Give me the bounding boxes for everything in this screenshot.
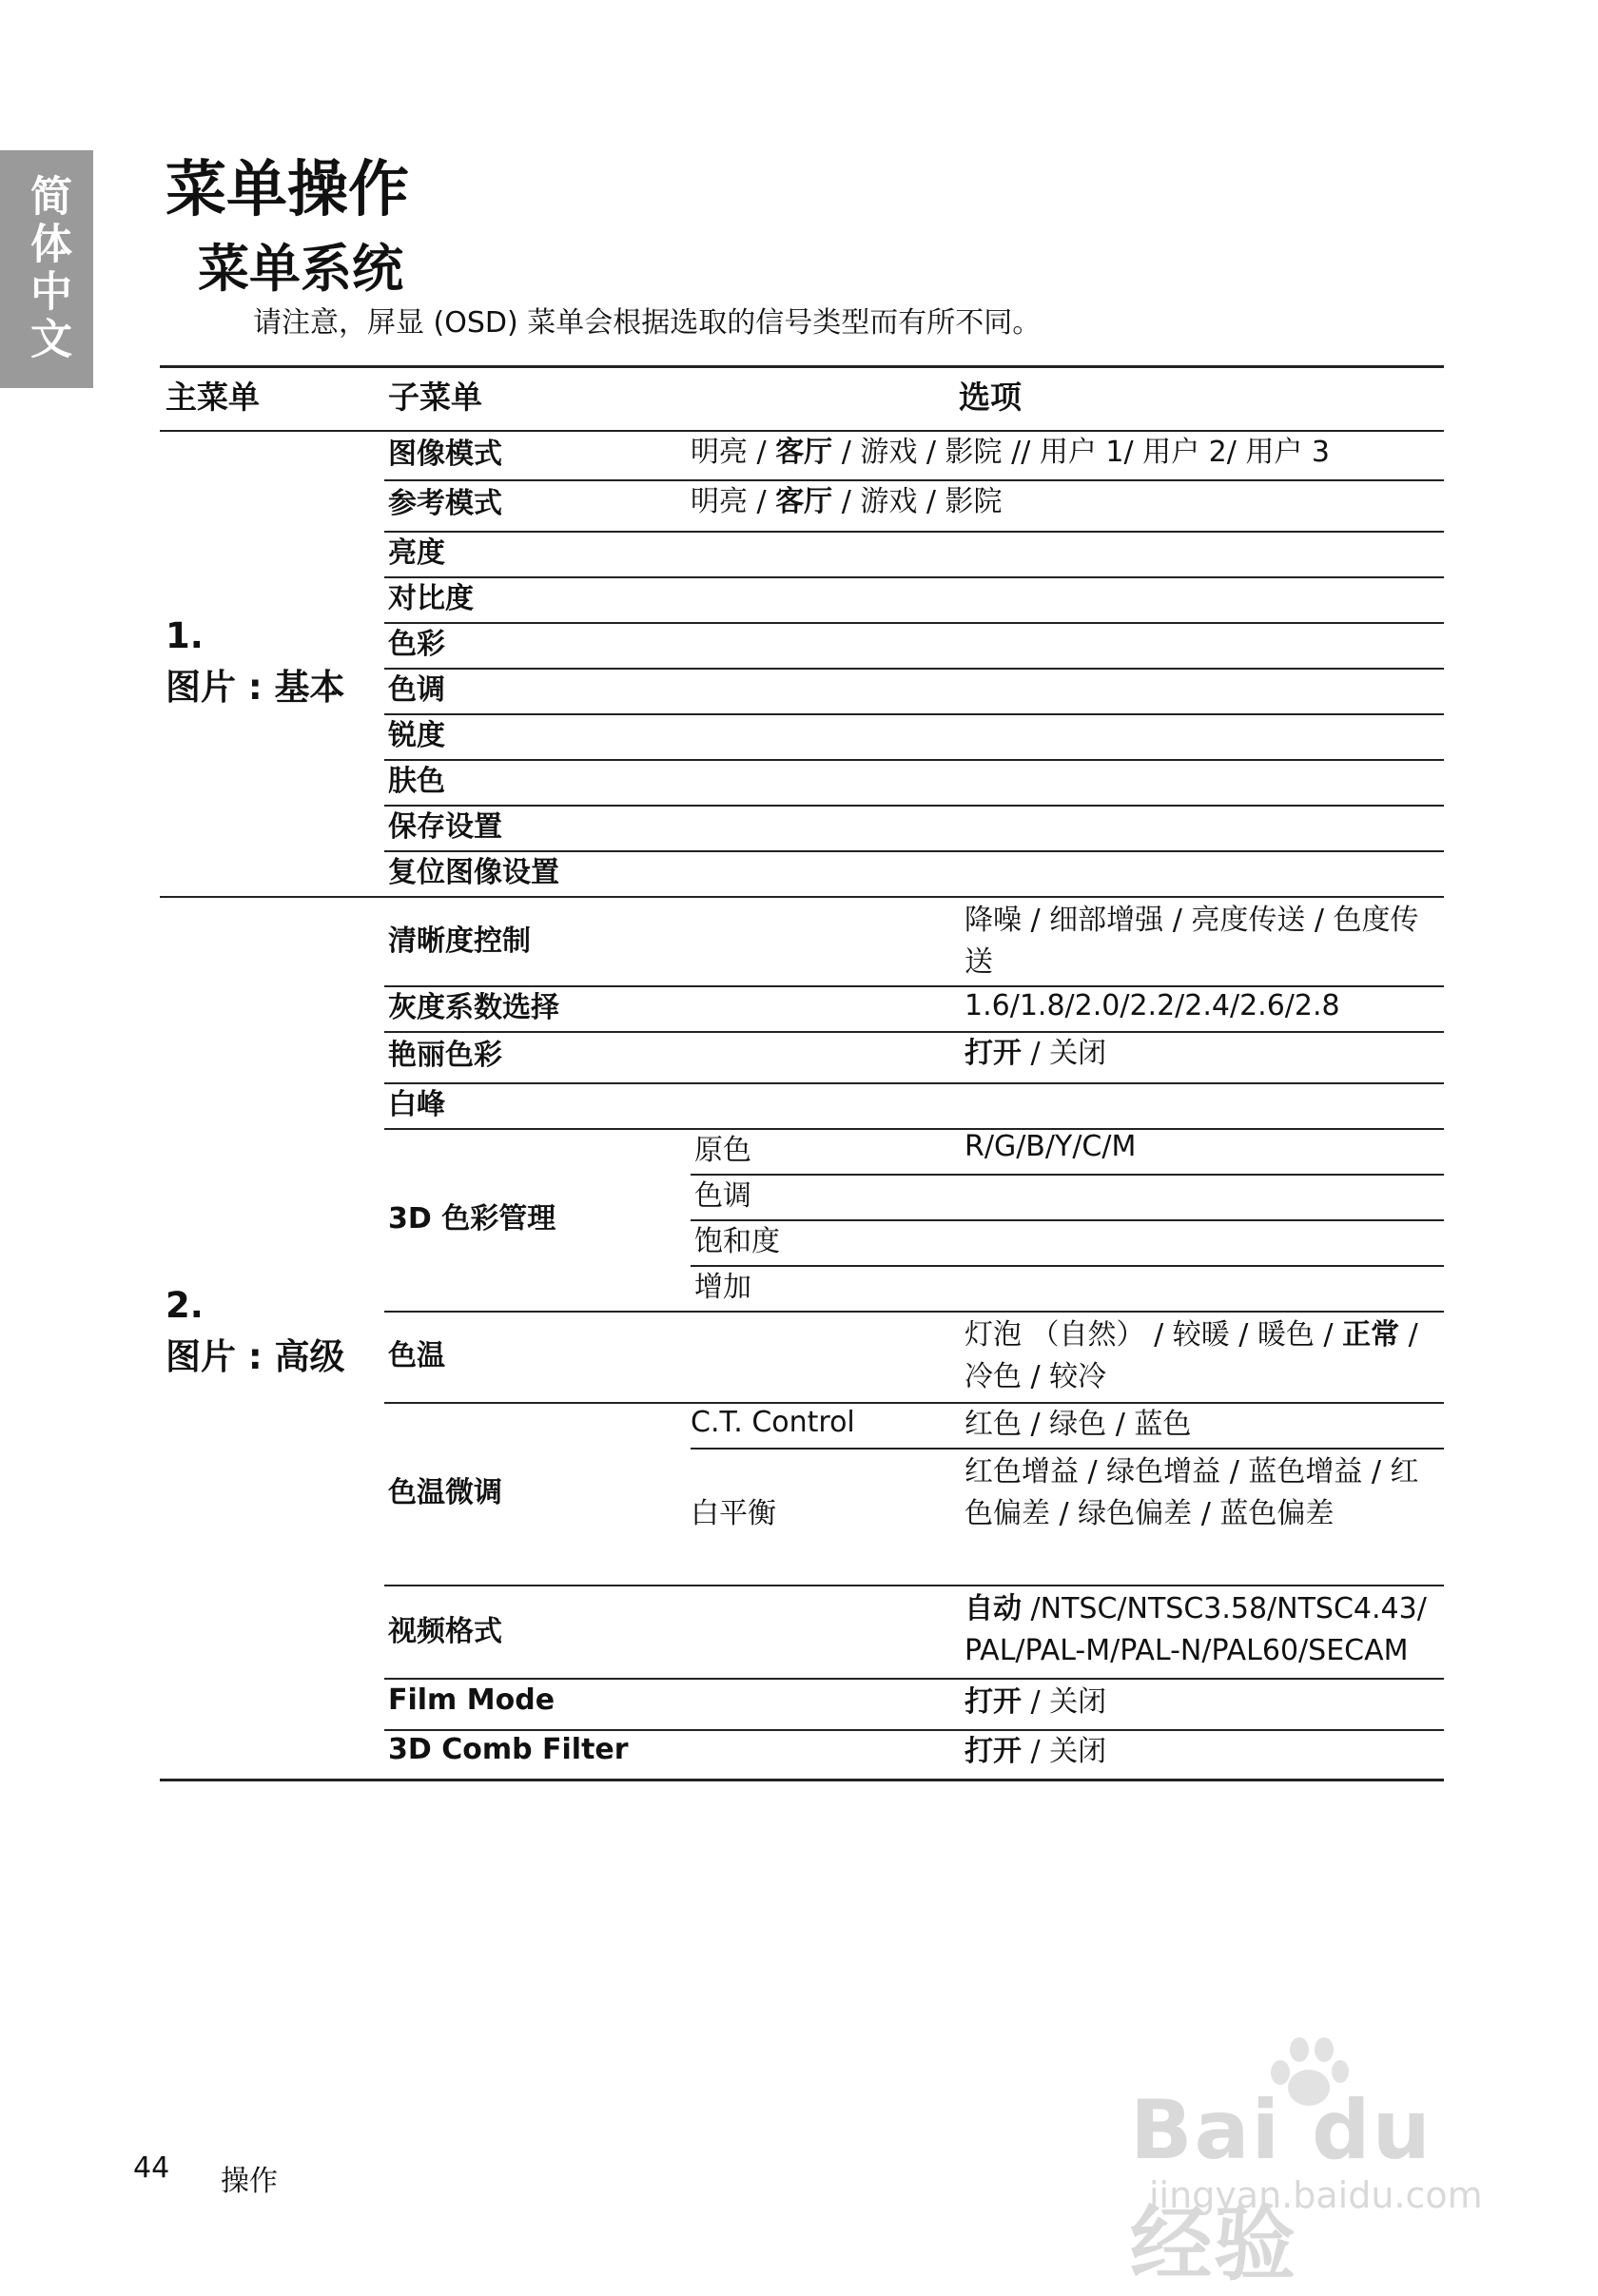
- submenu-3d-comb-filter: 3D Comb Filter: [388, 1733, 629, 1766]
- osd-note: 请注意，屏显 (OSD) 菜单会根据选取的信号类型而有所不同。: [253, 306, 1042, 340]
- row-rule: [384, 805, 1444, 807]
- header-options: 选项: [959, 379, 1022, 416]
- baidu-watermark: [1130, 2032, 1510, 2292]
- submenu-white-peak: 白峰: [388, 1088, 445, 1121]
- submenu-picture-mode: 图像模式: [388, 438, 502, 471]
- table-rule-bottom: [160, 1779, 1444, 1781]
- submenu-reset-picture: 复位图像设置: [388, 856, 559, 889]
- header-main-menu: 主菜单: [166, 379, 260, 416]
- options-reference-mode: 明亮 / 客厅 / 游戏 / 影院: [691, 485, 1003, 518]
- submenu-color-temperature: 色温: [388, 1339, 445, 1372]
- row-rule: [691, 1448, 1444, 1450]
- cms-hue: 色调: [694, 1179, 751, 1213]
- submenu-color-temp-fine-tune: 色温微调: [388, 1476, 502, 1509]
- row-rule: [384, 713, 1444, 715]
- side-tab-label: 简体中文: [23, 174, 71, 364]
- options-color-temperature: 灯泡 （自然） / 较暖 / 暖色 / 正常 / 冷色 / 较冷: [965, 1318, 1418, 1393]
- group2-number: 2.: [166, 1285, 204, 1326]
- options-video-format: 自动 /NTSC/NTSC3.58/NTSC4.43/ PAL/PAL-M/PAL-N/PAL60/SECAM: [965, 1592, 1427, 1667]
- options-picture-mode: 明亮 / 客厅 / 游戏 / 影院 // 用户 1/ 用户 2/ 用户 3: [691, 436, 1330, 469]
- submenu-gamma: 灰度系数选择: [388, 991, 559, 1024]
- row-rule: [384, 576, 1444, 578]
- cms-saturation: 饱和度: [694, 1225, 780, 1258]
- row-rule: [384, 759, 1444, 761]
- row-rule: [384, 668, 1444, 670]
- options-clarity-control: 降噪 / 细部增强 / 亮度传送 / 色度传送: [965, 904, 1419, 979]
- row-rule: [384, 1585, 1444, 1586]
- submenu-color: 色彩: [388, 628, 445, 661]
- submenu-film-mode: Film Mode: [388, 1683, 555, 1717]
- options-brilliant-color: 打开 / 关闭: [965, 1037, 1107, 1070]
- submenu-clarity-control: 清晰度控制: [388, 924, 531, 958]
- ct-control: C.T. Control: [691, 1406, 855, 1439]
- row-rule: [384, 1128, 1444, 1130]
- row-rule: [384, 1031, 1444, 1033]
- table-rule-top: [160, 365, 1444, 368]
- cms-primary-color: 原色: [694, 1134, 751, 1167]
- table-rule-group: [160, 896, 1444, 898]
- page-number: 44: [133, 2151, 170, 2185]
- submenu-brightness: 亮度: [388, 536, 445, 570]
- submenu-save-settings: 保存设置: [388, 810, 502, 844]
- row-rule: [691, 1174, 1444, 1176]
- header-submenu: 子菜单: [388, 379, 482, 416]
- row-rule: [384, 1311, 1444, 1313]
- row-rule: [691, 1265, 1444, 1267]
- submenu-reference-mode: 参考模式: [388, 487, 502, 520]
- white-balance: 白平衡: [691, 1497, 776, 1530]
- section-title: 菜单系统: [198, 239, 403, 299]
- submenu-sharpness: 锐度: [388, 719, 445, 752]
- options-ct-control: 红色 / 绿色 / 蓝色: [965, 1408, 1192, 1441]
- watermark-site: jingyan.baidu.com: [1149, 2174, 1483, 2216]
- menu-table: [160, 365, 1444, 1780]
- footer-section: 操作: [221, 2165, 278, 2198]
- group1-number: 1.: [166, 615, 204, 656]
- watermark-brand: Bai du 经验: [1130, 2083, 1432, 2292]
- submenu-video-format: 视频格式: [388, 1615, 502, 1648]
- options-gamma: 1.6/1.8/2.0/2.2/2.4/2.6/2.8: [965, 989, 1340, 1022]
- group1-title: 图片 : 基本: [166, 667, 345, 708]
- options-film-mode: 打开 / 关闭: [965, 1685, 1107, 1719]
- language-side-tab: [0, 150, 93, 388]
- submenu-brilliant-color: 艳丽色彩: [388, 1039, 502, 1072]
- submenu-3d-cms: 3D 色彩管理: [388, 1202, 556, 1236]
- row-rule: [384, 1082, 1444, 1084]
- row-rule: [384, 531, 1444, 533]
- submenu-tint: 色调: [388, 673, 445, 707]
- cms-gain: 增加: [694, 1271, 751, 1304]
- options-white-balance: 红色增益 / 绿色增益 / 蓝色增益 / 红色偏差 / 绿色偏差 / 蓝色偏差: [965, 1455, 1419, 1530]
- row-rule: [384, 622, 1444, 624]
- options-primary-color: R/G/B/Y/C/M: [965, 1130, 1137, 1163]
- group2-title: 图片 : 高级: [166, 1336, 345, 1377]
- submenu-contrast: 对比度: [388, 582, 474, 615]
- page-title: 菜单操作: [166, 155, 409, 225]
- row-rule: [384, 1402, 1444, 1404]
- options-3d-comb-filter: 打开 / 关闭: [965, 1735, 1107, 1768]
- submenu-skin-tone: 肤色: [388, 765, 445, 798]
- row-rule: [691, 1219, 1444, 1221]
